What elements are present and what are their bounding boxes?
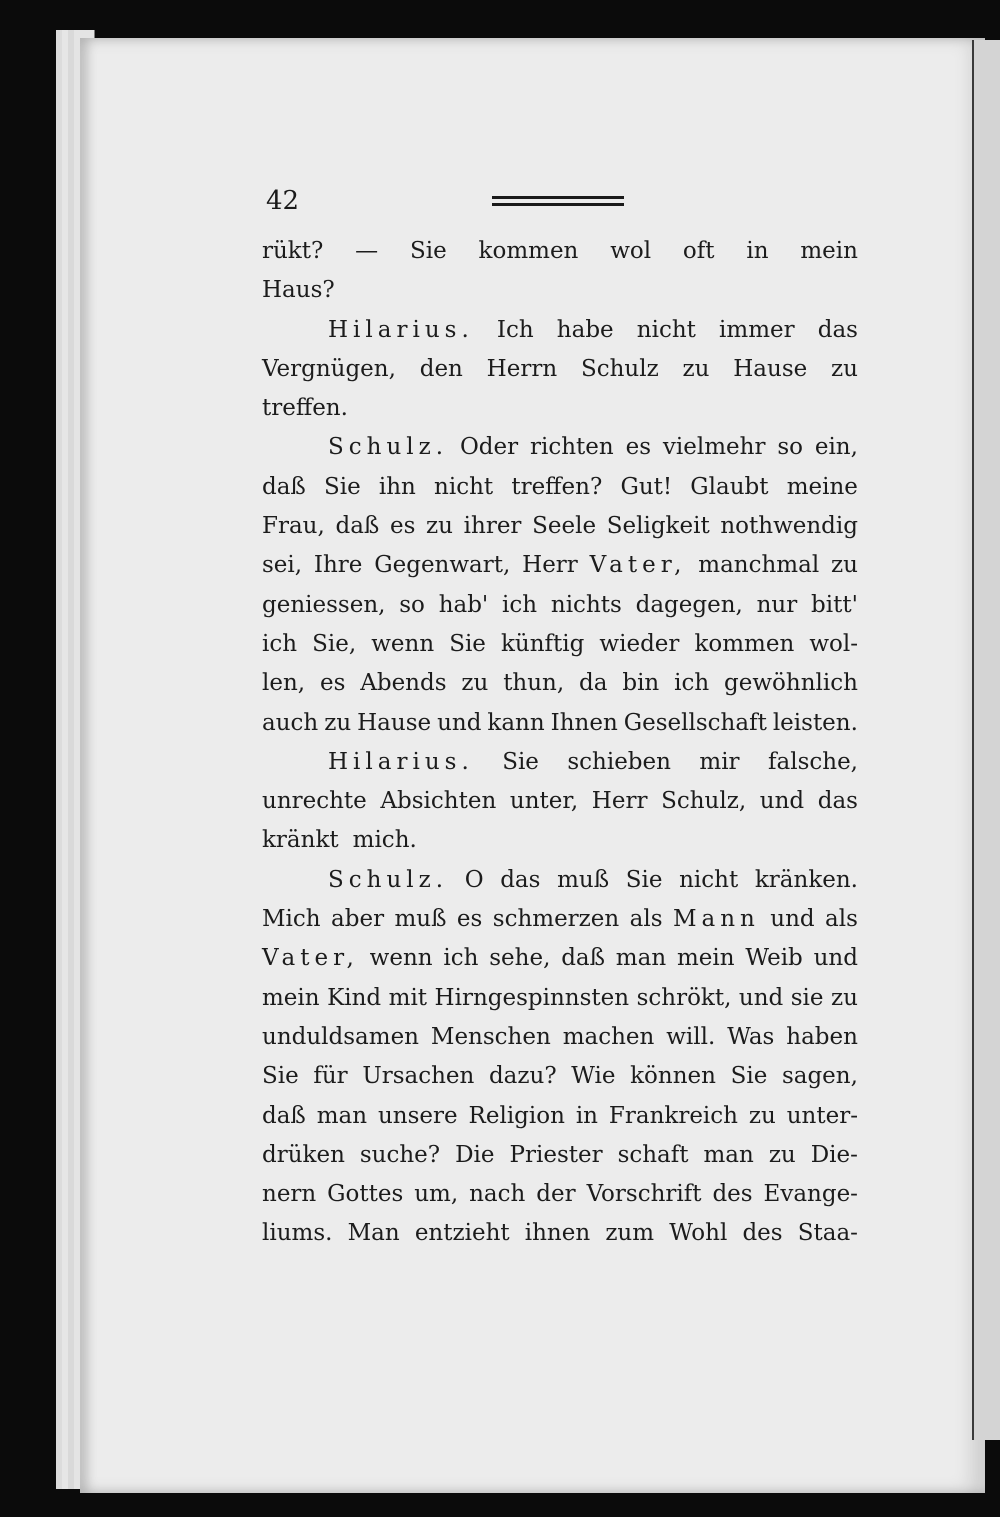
word: treffen? xyxy=(511,473,603,500)
word: daß xyxy=(561,945,605,972)
word: als xyxy=(629,906,663,933)
word: gewöhnlich xyxy=(724,670,858,697)
text-line xyxy=(262,782,858,821)
header-rule xyxy=(492,196,624,210)
word: vielmehr xyxy=(662,434,766,461)
word: muß xyxy=(557,866,610,893)
word: der xyxy=(536,1181,576,1208)
word: Ihre xyxy=(313,552,363,579)
word: leisten. xyxy=(772,709,858,736)
word: manchmal xyxy=(698,552,820,579)
word: zu xyxy=(426,513,453,540)
word: schaft xyxy=(617,1141,689,1168)
word: mir xyxy=(699,748,740,775)
word: sagen, xyxy=(781,1063,858,1090)
word: nicht xyxy=(636,316,696,343)
word: — xyxy=(355,238,379,264)
text-line xyxy=(262,350,858,389)
word: und xyxy=(770,906,815,933)
word: es xyxy=(456,906,483,933)
word: mein xyxy=(676,945,735,972)
word: Frankreich xyxy=(608,1102,738,1129)
word: ich xyxy=(674,670,710,697)
word: nern xyxy=(262,1181,317,1208)
text-line xyxy=(262,468,858,507)
word: Ursachen xyxy=(362,1063,475,1090)
word: nach xyxy=(469,1181,526,1208)
word: zu xyxy=(831,984,858,1011)
word: Haus? xyxy=(262,277,335,304)
word: Vater, xyxy=(589,552,687,579)
word: Evange- xyxy=(763,1181,858,1208)
text-line xyxy=(262,625,858,664)
word: man xyxy=(316,1102,368,1129)
word: Staa- xyxy=(797,1220,858,1247)
word: wol- xyxy=(809,630,858,657)
word: zu xyxy=(324,709,352,736)
word: man xyxy=(615,945,667,972)
word: len, xyxy=(262,670,306,697)
word: wieder xyxy=(599,630,680,657)
text-line xyxy=(262,664,858,703)
word: Ich xyxy=(496,316,534,343)
body-text xyxy=(262,232,858,1254)
word: bin xyxy=(622,670,660,697)
word: treffen. xyxy=(262,395,348,422)
text-line xyxy=(262,1018,858,1057)
word: Priester xyxy=(509,1141,603,1168)
word: Sie xyxy=(730,1063,768,1090)
word: oft xyxy=(682,238,715,264)
word: ich xyxy=(443,945,479,972)
text-line xyxy=(262,1136,858,1175)
word: hab' xyxy=(438,591,489,618)
text-line xyxy=(262,1097,858,1136)
word: thun, xyxy=(503,670,565,697)
word: Hilarius. xyxy=(328,748,474,775)
text-line xyxy=(262,546,858,585)
word: daß xyxy=(262,1102,306,1129)
word: unter, xyxy=(509,788,579,815)
word: zu xyxy=(682,355,710,382)
word: wenn xyxy=(369,945,433,972)
word: zu xyxy=(768,1141,796,1168)
word: künftig xyxy=(500,630,585,657)
word: muß xyxy=(394,906,447,933)
word: das xyxy=(500,866,541,893)
word: schmerzen xyxy=(492,906,620,933)
word: rükt? xyxy=(262,238,324,264)
word: Sie xyxy=(262,1063,299,1090)
word: ihn xyxy=(378,473,416,500)
word: Hirngespinnsten xyxy=(434,984,630,1011)
word: Sie xyxy=(625,866,663,893)
word: kann xyxy=(487,709,545,736)
text-line xyxy=(262,1175,858,1214)
word: es xyxy=(389,513,416,540)
word: Menschen xyxy=(430,1023,551,1050)
word: falsche, xyxy=(767,748,858,775)
word: Die xyxy=(455,1141,495,1168)
word: kränkt xyxy=(262,827,339,854)
word: unsere xyxy=(377,1102,458,1129)
word: es xyxy=(319,670,346,697)
word: Gesellschaft xyxy=(623,709,767,736)
word: zu xyxy=(831,355,858,382)
word: kommen xyxy=(694,630,795,657)
word: Herr xyxy=(591,788,648,815)
word: O xyxy=(464,866,484,893)
word: Sie xyxy=(449,630,486,657)
word: habe xyxy=(556,316,614,343)
word: daß xyxy=(335,513,380,540)
text-line xyxy=(262,861,858,900)
word: drüken xyxy=(262,1141,345,1168)
word: Herr xyxy=(522,552,578,579)
word: liums. xyxy=(262,1220,333,1247)
word: nicht xyxy=(679,866,739,893)
word: bitt' xyxy=(811,591,858,618)
word: ihrer xyxy=(463,513,522,540)
word: will. xyxy=(666,1023,716,1050)
word: Hause xyxy=(733,355,808,382)
word: geniessen, xyxy=(262,591,386,618)
word: wol xyxy=(610,238,652,264)
text-line xyxy=(262,232,858,271)
text-line xyxy=(262,939,858,978)
word: unrechte xyxy=(262,788,367,815)
word: nothwendig xyxy=(720,513,858,540)
word: Gottes xyxy=(327,1181,404,1208)
word: Man xyxy=(347,1220,400,1247)
word: Frau, xyxy=(262,513,325,540)
word: Wie xyxy=(571,1063,616,1090)
word: dazu? xyxy=(488,1063,557,1090)
text-line xyxy=(262,743,858,782)
word: suche? xyxy=(359,1141,441,1168)
text-line xyxy=(262,1214,858,1253)
word: den xyxy=(419,355,463,382)
word: kommen xyxy=(478,238,579,264)
word: zu xyxy=(831,552,858,579)
word: man xyxy=(703,1141,754,1168)
word: für xyxy=(313,1063,348,1090)
word: Absichten xyxy=(380,788,497,815)
word: so xyxy=(777,434,803,461)
text-line xyxy=(262,507,858,546)
word: richten xyxy=(530,434,614,461)
word: ich xyxy=(262,630,298,657)
word: um, xyxy=(414,1181,459,1208)
page-number: 42 xyxy=(266,186,300,216)
word: und xyxy=(813,945,858,972)
word: ich xyxy=(502,591,538,618)
word: Religion xyxy=(468,1102,565,1129)
word: zum xyxy=(605,1220,655,1247)
word: sehe, xyxy=(489,945,551,972)
word: Was xyxy=(727,1023,775,1050)
word: machen xyxy=(562,1023,655,1050)
word: sei, xyxy=(262,552,303,579)
word: da xyxy=(579,670,608,697)
word: unter- xyxy=(786,1102,858,1129)
word: Schulz. xyxy=(328,434,449,461)
word: Glaubt xyxy=(690,473,769,500)
word: ihnen xyxy=(524,1220,591,1247)
word: das xyxy=(817,788,858,815)
word: mein xyxy=(262,984,320,1011)
text-line xyxy=(262,821,858,860)
word: Die- xyxy=(810,1141,858,1168)
word: Schulz. xyxy=(328,866,449,893)
word: zu xyxy=(748,1102,776,1129)
word: haben xyxy=(786,1023,858,1050)
word: als xyxy=(825,906,858,933)
word: aber xyxy=(331,906,385,933)
word: meine xyxy=(786,473,858,500)
text-line xyxy=(262,271,858,310)
word: es xyxy=(625,434,652,461)
word: Wohl xyxy=(669,1220,728,1247)
word: Sie, xyxy=(312,630,357,657)
word: nichts xyxy=(550,591,622,618)
word: mein xyxy=(800,238,858,264)
word: Mich xyxy=(262,906,321,933)
text-line xyxy=(262,586,858,625)
word: nur xyxy=(756,591,798,618)
word: nicht xyxy=(434,473,494,500)
word: schieben xyxy=(567,748,671,775)
word: Gegenwart, xyxy=(374,552,511,579)
text-line xyxy=(262,900,858,939)
word: schrökt, xyxy=(636,984,732,1011)
word: entzieht xyxy=(414,1220,510,1247)
word: dagegen, xyxy=(635,591,743,618)
word: so xyxy=(399,591,425,618)
word: Hilarius. xyxy=(328,316,474,343)
word: mit xyxy=(388,984,428,1011)
word: Vater, xyxy=(262,945,359,972)
word: des xyxy=(742,1220,783,1247)
word: Seele xyxy=(532,513,597,540)
word: Schulz xyxy=(580,355,659,382)
word: und xyxy=(437,709,482,736)
word: das xyxy=(817,316,858,343)
word: Vergnügen, xyxy=(262,355,396,382)
word: Sie xyxy=(502,748,539,775)
text-line xyxy=(262,704,858,743)
word: wenn xyxy=(371,630,435,657)
word: Kind xyxy=(327,984,382,1011)
word: Seligkeit xyxy=(606,513,710,540)
text-line xyxy=(262,311,858,350)
word: Schulz, xyxy=(661,788,747,815)
word: Oder xyxy=(459,434,519,461)
word: und xyxy=(738,984,784,1011)
word: kränken. xyxy=(754,866,858,893)
word: Herrn xyxy=(486,355,558,382)
word: des xyxy=(712,1181,753,1208)
word: Sie xyxy=(409,238,447,264)
word: unduldsamen xyxy=(262,1023,419,1050)
word: daß xyxy=(262,473,306,500)
word: Hause xyxy=(357,709,432,736)
word: Mann xyxy=(672,906,760,933)
word: Abends xyxy=(360,670,447,697)
word: Weib xyxy=(745,945,803,972)
text-line xyxy=(262,1057,858,1096)
word: Vorschrift xyxy=(586,1181,702,1208)
word: Sie xyxy=(323,473,361,500)
word: immer xyxy=(719,316,795,343)
word: ein, xyxy=(814,434,858,461)
facing-page-edge xyxy=(972,40,1000,1440)
word: Ihnen xyxy=(550,709,618,736)
word: können xyxy=(630,1063,716,1090)
word: zu xyxy=(461,670,489,697)
text-line xyxy=(262,428,858,467)
word: sie xyxy=(790,984,824,1011)
word: und xyxy=(759,788,805,815)
text-line xyxy=(262,979,858,1018)
word: auch xyxy=(262,709,319,736)
word: in xyxy=(575,1102,598,1129)
word: mich. xyxy=(352,827,417,854)
text-line xyxy=(262,389,858,428)
word: in xyxy=(746,238,769,264)
word: Gut! xyxy=(620,473,673,500)
